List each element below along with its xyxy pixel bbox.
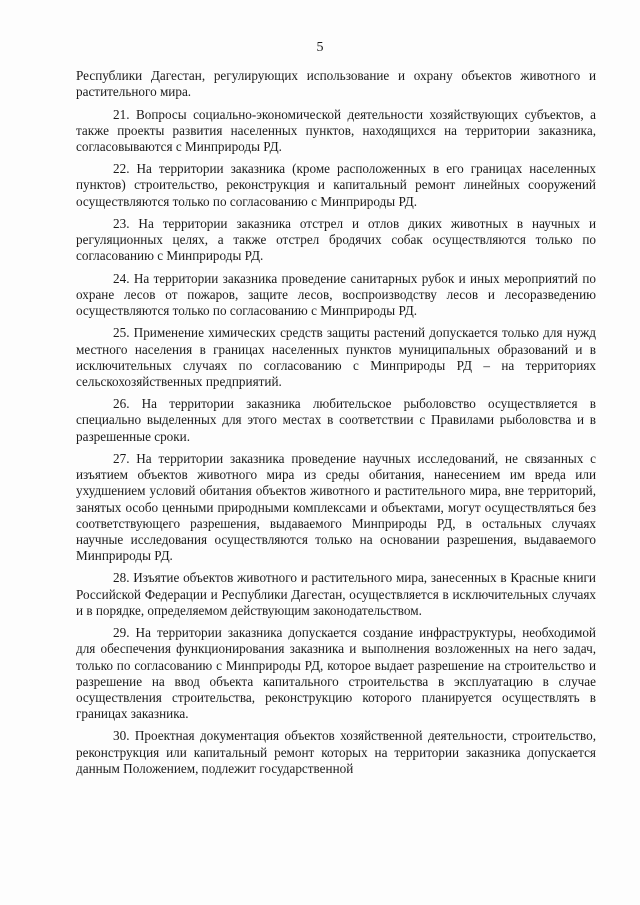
paragraph-23: 23. На территории заказника отстрел и отлов диких животных в научных и регуляционных целях, а также отстрел бродячих собак осуществляются только по согласованию с Минприроды РД. [76, 215, 596, 264]
paragraph-26: 26. На территории заказника любительское рыболовство осуществляется в специально выделенных для этого местах в соответствии с Правилами рыболовства и в разрешенные сроки. [76, 396, 596, 444]
paragraph-21: 21. Вопросы социально-экономической деятельности хозяйствующих субъектов, а также проекты развития населенных пунктов, находящихся на территории заказника, согласовываются с Минприроды РД. [76, 106, 596, 154]
paragraph-29: 29. На территории заказника допускается создание инфраструктуры, необходимой для обеспечения функционирования заказника и выполнения возложенных на него задач, только по согласованию с Минприроды РД, которое выдает разрешение на строительство и разрешение на ввод объекта капитального строительства в эксплуатацию в случае осуществления строительства, реконструкцию которого планируется осуществлять в границах заказника. [76, 625, 596, 722]
paragraph-22: 22. На территории заказника (кроме расположенных в его границах населенных пунктов) строительство, реконструкция и капитальный ремонт линейных сооружений осуществляются только по согласованию с Минприроды РД. [76, 161, 596, 209]
paragraph-28: 28. Изъятие объектов животного и растительного мира, занесенных в Красные книги Российской Федерации и Республики Дагестан, осуществляется в исключительных случаях и в порядке, определяемом действующим законодательством. [76, 570, 596, 618]
paragraph-30: 30. Проектная документация объектов хозяйственной деятельности, строительство, реконструкция или капитальный ремонт которых на территории заказника допускается данным Положением, подлежит государственной [76, 728, 596, 776]
paragraph-27: 27. На территории заказника проведение научных исследований, не связанных с изъятием объектов животного мира из среды обитания, нанесением им вреда или ухудшением условий обитания объектов животного и растительного мира, вне территорий, занятых особо ценными природными комплексами и объектами, могут осуществляться без соответствующего разрешения, выдаваемого Минприроды РД, в остальных случаях научные исследования осуществляются только на основании разрешения, выдаваемого Минприроды РД. [76, 450, 596, 564]
paragraph-25: 25. Применение химических средств защиты растений допускается только для нужд местного населения в границах населенных пунктов муниципальных образований и в исключительных случаях по согласованию с Минприроды РД – на территориях сельскохозяйственных предприятий. [76, 325, 596, 389]
page-number: 5 [316, 40, 324, 55]
document-body [76, 68, 596, 783]
paragraph-continuation: Республики Дагестан, регулирующих использование и охрану объектов животного и растительного мира. [76, 68, 596, 100]
paragraph-24: 24. На территории заказника проведение санитарных рубок и иных мероприятий по охране лесов от пожаров, защите лесов, воспроизводству лесов и лесоразведению осуществляются только по согласованию с Минприроды РД. [76, 270, 596, 319]
